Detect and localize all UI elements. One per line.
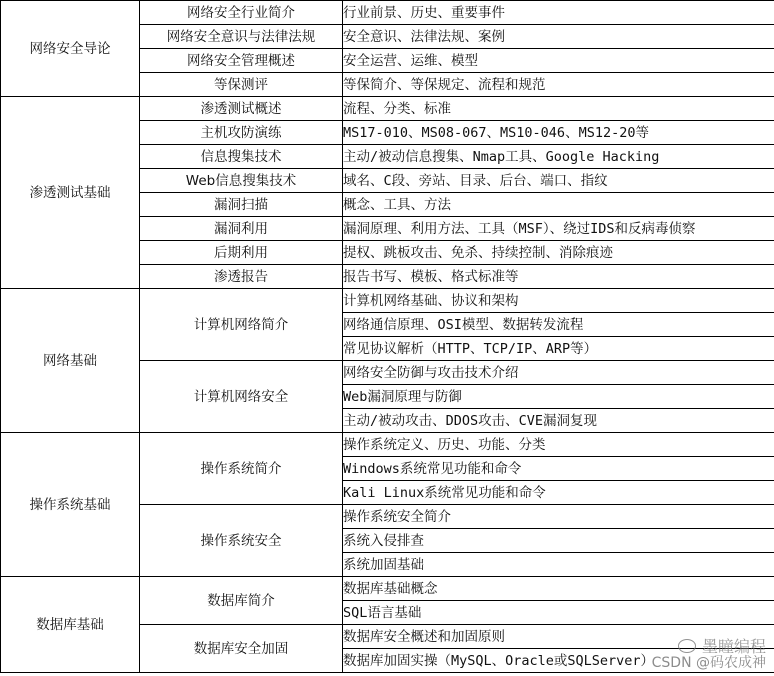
table-row xyxy=(1,577,774,601)
topic-cell: 计算机网络简介 xyxy=(140,289,343,361)
curriculum-table-body xyxy=(1,1,774,673)
table-row xyxy=(1,433,774,457)
category-cell: 操作系统基础 xyxy=(1,433,140,577)
content-cell: 系统加固基础 xyxy=(343,553,774,577)
content-cell: 主动/被动信息搜集、Nmap工具、Google Hacking xyxy=(343,145,774,169)
content-cell: Windows系统常见功能和命令 xyxy=(343,457,774,481)
content-cell: 数据库安全概述和加固原则 xyxy=(343,625,774,649)
content-cell: 网络通信原理、OSI模型、数据转发流程 xyxy=(343,313,774,337)
topic-cell: 网络安全管理概述 xyxy=(140,49,343,73)
content-cell: 计算机网络基础、协议和架构 xyxy=(343,289,774,313)
category-cell: 网络基础 xyxy=(1,289,140,433)
content-cell: 报告书写、模板、格式标准等 xyxy=(343,265,774,289)
content-cell: 主动/被动攻击、DDOS攻击、CVE漏洞复现 xyxy=(343,409,774,433)
content-cell: 数据库加固实操（MySQL、Oracle或SQLServer） xyxy=(343,649,774,673)
category-cell: 渗透测试基础 xyxy=(1,97,140,289)
content-cell: Kali Linux系统常见功能和命令 xyxy=(343,481,774,505)
topic-cell: 网络安全意识与法律法规 xyxy=(140,25,343,49)
topic-cell: 等保测评 xyxy=(140,73,343,97)
content-cell: 漏洞原理、利用方法、工具（MSF）、绕过IDS和反病毒侦察 xyxy=(343,217,774,241)
content-cell: MS17-010、MS08-067、MS10-046、MS12-20等 xyxy=(343,121,774,145)
content-cell: 等保简介、等保规定、流程和规范 xyxy=(343,73,774,97)
topic-cell: 漏洞利用 xyxy=(140,217,343,241)
content-cell: 常见协议解析（HTTP、TCP/IP、ARP等） xyxy=(343,337,774,361)
content-cell: 安全意识、法律法规、案例 xyxy=(343,25,774,49)
topic-cell: 数据库安全加固 xyxy=(140,625,343,673)
content-cell: 概念、工具、方法 xyxy=(343,193,774,217)
topic-cell: 渗透报告 xyxy=(140,265,343,289)
content-cell: 网络安全防御与攻击技术介绍 xyxy=(343,361,774,385)
content-cell: 行业前景、历史、重要事件 xyxy=(343,1,774,25)
content-cell: 域名、C段、旁站、目录、后台、端口、指纹 xyxy=(343,169,774,193)
topic-cell: 漏洞扫描 xyxy=(140,193,343,217)
topic-cell: 数据库简介 xyxy=(140,577,343,625)
table-row xyxy=(1,1,774,25)
table-row xyxy=(1,97,774,121)
topic-cell: 计算机网络安全 xyxy=(140,361,343,433)
watermark-csdn: CSDN @码农成神 xyxy=(651,655,766,671)
topic-cell: 信息搜集技术 xyxy=(140,145,343,169)
content-cell: 提权、跳板攻击、免杀、持续控制、消除痕迹 xyxy=(343,241,774,265)
content-cell: 安全运营、运维、模型 xyxy=(343,49,774,73)
watermark-line1: 墨瞳编程 xyxy=(701,637,766,656)
topic-cell: Web信息搜集技术 xyxy=(140,169,343,193)
topic-cell: 后期利用 xyxy=(140,241,343,265)
category-cell: 网络安全导论 xyxy=(1,1,140,97)
content-cell: SQL语言基础 xyxy=(343,601,774,625)
category-cell: 数据库基础 xyxy=(1,577,140,673)
content-cell: 操作系统安全简介 xyxy=(343,505,774,529)
topic-cell: 操作系统安全 xyxy=(140,505,343,577)
content-cell: 数据库基础概念 xyxy=(343,577,774,601)
topic-cell: 渗透测试概述 xyxy=(140,97,343,121)
content-cell: 流程、分类、标准 xyxy=(343,97,774,121)
content-cell: 系统入侵排查 xyxy=(343,529,774,553)
content-cell: Web漏洞原理与防御 xyxy=(343,385,774,409)
content-cell: 操作系统定义、历史、功能、分类 xyxy=(343,433,774,457)
topic-cell: 操作系统简介 xyxy=(140,433,343,505)
table-row xyxy=(1,289,774,313)
topic-cell: 网络安全行业简介 xyxy=(140,1,343,25)
topic-cell: 主机攻防演练 xyxy=(140,121,343,145)
